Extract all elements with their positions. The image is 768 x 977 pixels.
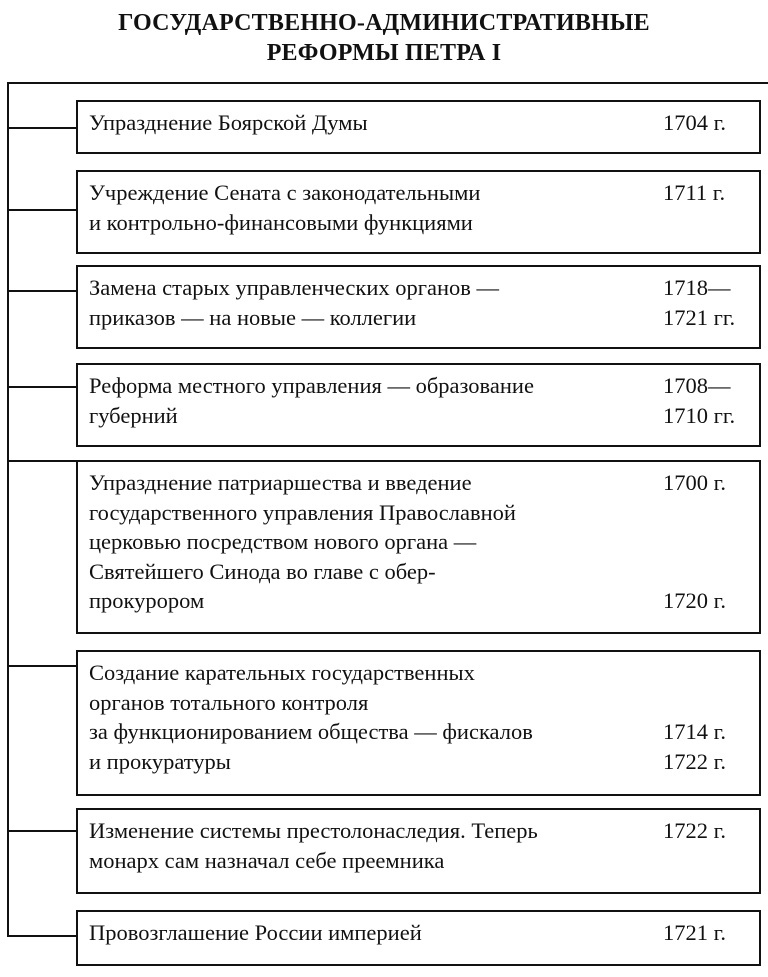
reform-date: 1722 г. [663,818,726,843]
reform-text-line: Провозглашение России империей [89,920,422,945]
reform-date: 1721 гг. [663,304,736,330]
reform-text-line: и контрольно-финансовыми функциями [89,209,473,235]
reform-text-line: Реформа местного управления — образование [89,373,534,398]
reform-date-spacer [663,658,758,688]
reform-date: 1720 г. [663,588,726,613]
reform-date: 1710 гг. [663,402,736,428]
reform-date: 1718— [663,275,731,300]
reform-date: 1714 г. [663,719,726,744]
connector-8 [7,935,77,937]
reform-box-empire [76,910,761,966]
reform-text-line: за функционированием общества — фискалов [89,719,533,744]
reform-text-line: прокурором [89,588,205,613]
reform-text-line: Создание карательных государственных [89,660,475,685]
reform-box-gubernii [76,363,761,447]
reform-box-succession [76,808,761,894]
reform-text-line: Учреждение Сената с законодательными [89,180,481,205]
connector-3 [7,290,77,292]
reform-text-line: приказов — на новые — коллегии [89,304,417,330]
reform-box-collegia [76,265,761,349]
reform-date-spacer [663,688,758,718]
reform-text-line: Замена старых управленческих органов — [89,275,500,300]
reform-date-spacer [663,527,758,557]
diagram-title [0,8,768,68]
reform-text-line: Упразднение патриаршества и введение [89,470,472,495]
reform-text-line: государственного управления Православной [89,499,516,525]
reform-text-line: губерний [89,402,178,428]
reform-date: 1722 г. [663,748,726,774]
connector-2 [7,209,77,211]
reform-text-line: и прокуратуры [89,748,231,774]
reform-date: 1711 г. [663,180,726,205]
reform-box-boyar-duma [76,100,761,154]
reform-date: 1721 г. [663,920,726,945]
title-line-1: ГОСУДАРСТВЕННО-АДМИНИСТРАТИВНЫЕ [118,10,650,36]
reform-text-line: монарх сам назначал себе преемника [89,847,445,873]
reform-date: 1704 г. [663,110,726,135]
connector-6 [7,665,77,667]
reform-date: 1708— [663,373,731,398]
connector-5 [7,460,77,462]
reform-text-line: церковью посредством нового органа — [89,529,477,554]
reform-box-senate [76,170,761,254]
reform-date-spacer [663,498,758,528]
reform-text-line: органов тотального контроля [89,689,369,715]
reform-text-line: Упразднение Боярской Думы [89,110,368,135]
connector-4 [7,386,77,388]
reform-box-synod [76,460,761,634]
reform-box-fiscals [76,650,761,796]
title-line-2: РЕФОРМЫ ПЕТРА I [266,40,502,66]
reform-text-line: Святейшего Синода во главе с обер- [89,558,436,584]
reform-date-spacer [663,557,758,587]
connector-7 [7,830,77,832]
connector-1 [7,127,77,129]
reform-date: 1700 г. [663,470,726,495]
reform-text-line: Изменение системы престолонаследия. Теперь [89,818,538,843]
top-horizontal-line [7,82,768,84]
